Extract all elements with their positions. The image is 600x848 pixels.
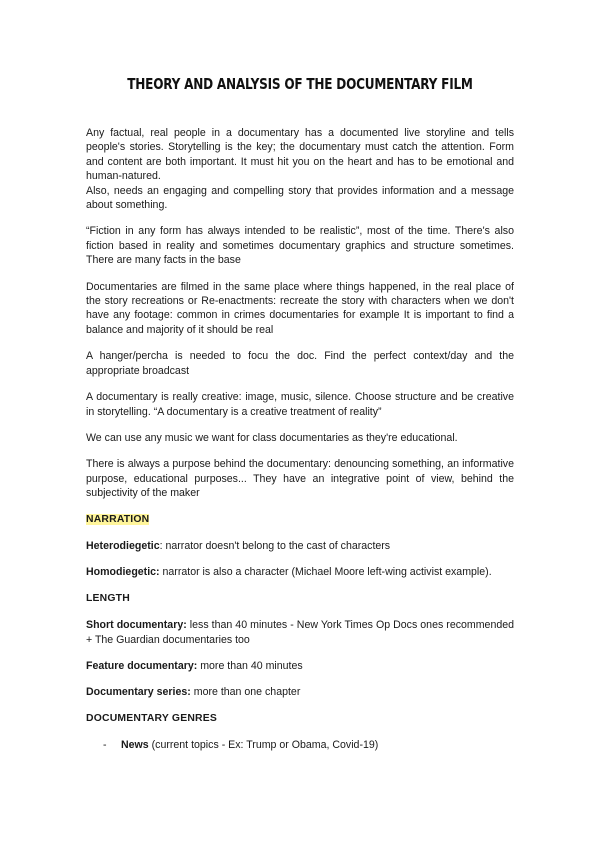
paragraph-creative: A documentary is really creative: image, music, silence. Choose structure and be creative in storytelling. “A documentary is a creative treatment of reality” [86, 391, 514, 418]
section-heading-length: LENGTH [86, 592, 130, 604]
term-heterodiegetic: Heterodiegetic [86, 539, 160, 552]
paragraph-music: We can use any music we want for class documentaries as they're educational. [86, 431, 458, 444]
term-feature-documentary: Feature documentary: [86, 659, 198, 672]
desc-feature-documentary: more than 40 minutes [197, 659, 303, 672]
document-body [86, 126, 514, 753]
term-short-documentary: Short documentary: [86, 619, 187, 632]
paragraph-hanger: A hanger/percha is needed to focu the doc. Find the perfect context/day and the appropriate broadcast [86, 350, 514, 377]
definition-documentary-series [86, 685, 514, 699]
desc-documentary-series: more than one chapter [190, 686, 301, 699]
desc-homodiegetic: narrator is also a character (Michael Moore left-wing activist example). [159, 566, 492, 579]
definition-heterodiegetic [86, 539, 514, 553]
paragraph-purpose: There is always a purpose behind the documentary: denouncing something, an informative purpose, educational purposes... They have an integrative point of view, behind the subjectivity of the maker [86, 458, 514, 500]
paragraph-engaging-story: Also, needs an engaging and compelling story that provides information and a message about something. [86, 184, 514, 212]
desc-heterodiegetic: : narrator doesn't belong to the cast of characters [159, 539, 391, 552]
desc-short-documentary: less than 40 minutes - New York Times Op Docs ones recommended + The Guardian documentaries too [86, 619, 515, 646]
desc-news: (current topics - Ex: Trump or Obama, Covid-19) [148, 739, 379, 752]
paragraph-fiction: “Fiction in any form has always intended to be realistic”, most of the time. There's also fiction based in reality and sometimes documentary graphics and structure sometimes. There are many facts in the base [86, 225, 514, 267]
highlighted-heading: NARRATION [86, 513, 150, 525]
paragraph-intro: Any factual, real people in a documentary has a documented live storyline and tells people's stories. Storytelling is the key; the documentary must catch the attention. Form and content are both important. It must hit you on the heart and has to be emotional and human-natured. [86, 127, 514, 183]
definition-feature-documentary [86, 659, 514, 673]
term-news: News [121, 739, 149, 752]
paragraph-filming-location: Documentaries are filmed in the same place where things happened, in the real place of the story recreations or Re-enactments: recreate the story with characters when we don't have any footage: common in crimes documentaries for example It is important to find a balance and majority of it should be real [86, 280, 514, 336]
bullet-dash: - [103, 739, 107, 752]
definition-homodiegetic [86, 565, 514, 579]
section-heading-narration [86, 513, 514, 527]
list-item [86, 738, 514, 752]
page-title: THEORY AND ANALYSIS OF THE DOCUMENTARY FILM [127, 75, 473, 93]
section-heading-genres: DOCUMENTARY GENRES [86, 712, 217, 724]
term-homodiegetic: Homodiegetic: [86, 566, 160, 579]
term-documentary-series: Documentary series: [86, 686, 191, 699]
definition-short-documentary [86, 618, 514, 647]
